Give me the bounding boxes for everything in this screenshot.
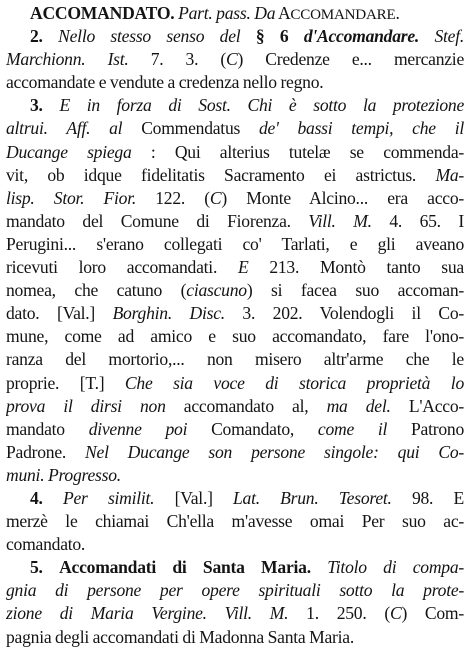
entry-line: comandato. xyxy=(6,534,86,555)
entry-line: ranza del mortorio,... non misero altr'arme che le xyxy=(6,349,464,370)
entry-line: Ducange spiega : Qui alterius tutelæ se commenda- xyxy=(6,141,464,162)
entry-line: mandato del Comune di Fiorenza. Vill. M. 4. 65. I xyxy=(6,210,464,231)
entry-line: altrui. Aff. al Commendatus de' bassi tempi, che il xyxy=(6,118,464,139)
entry-line: lisp. Stor. Fior. 122. (C) Monte Alcino... era acco- xyxy=(6,187,464,208)
entry-line: 3. E in forza di Sost. Chi è sotto la protezione xyxy=(30,95,464,116)
entry-line: 5. Accomandati di Santa Maria. Titolo di compa- xyxy=(30,557,464,578)
entry-line: accomandate e vendute a credenza nello regno. xyxy=(6,72,324,93)
entry-line: ricevuti loro accomandati. E 213. Montò tanto sua xyxy=(6,257,464,278)
entry-line: 4. Per similit. [Val.] Lat. Brun. Tesoret. 98. E xyxy=(30,487,464,508)
entry-line: zione di Maria Vergine. Vill. M. 1. 250. (C) Com- xyxy=(6,603,464,624)
entry-line: ACCOMANDATO. Part. pass. Da ACCOMANDARE. xyxy=(30,3,400,23)
entry-line: proprie. [T.] Che sia voce di storica proprietà lo xyxy=(6,372,464,393)
entry-line: merzè le chiamai Ch'ella m'avesse omai Per suo ac- xyxy=(6,511,464,532)
entry-line: Perugini... s'erano collegati co' Tarlati, e gli aveano xyxy=(6,233,464,254)
entry-line: gnia di persone per opere spirituali sotto la prote- xyxy=(6,580,464,601)
entry-line: mune, come ad amico e suo accomandato, fare l'ono- xyxy=(6,326,464,347)
entry-line: muni. Progresso. xyxy=(6,464,121,485)
dictionary-entry xyxy=(6,2,464,649)
entry-line: mandato divenne poi Comandato, come il Patrono xyxy=(6,418,464,439)
entry-line: Padrone. Nel Ducange son persone singole: qui Co- xyxy=(6,441,464,462)
entry-line: 2. Nello stesso senso del § 6 d'Accomandare. Stef. xyxy=(30,26,464,47)
entry-line: Marchionn. Ist. 7. 3. (C) Credenze e... mercanzie xyxy=(6,49,464,70)
entry-line: prova il dirsi non accomandato al, ma del. L'Acco- xyxy=(6,395,464,416)
entry-line: nomea, che catuno (ciascuno) si facea suo accoman- xyxy=(6,280,464,301)
entry-line: dato. [Val.] Borghin. Disc. 3. 202. Volendogli il Co- xyxy=(6,303,464,324)
entry-line: vit, ob idque fidelitatis Sacramento ei astrictus. Ma- xyxy=(6,164,464,185)
entry-line: pagnia degli accomandati di Madonna Santa Maria. xyxy=(6,626,354,647)
